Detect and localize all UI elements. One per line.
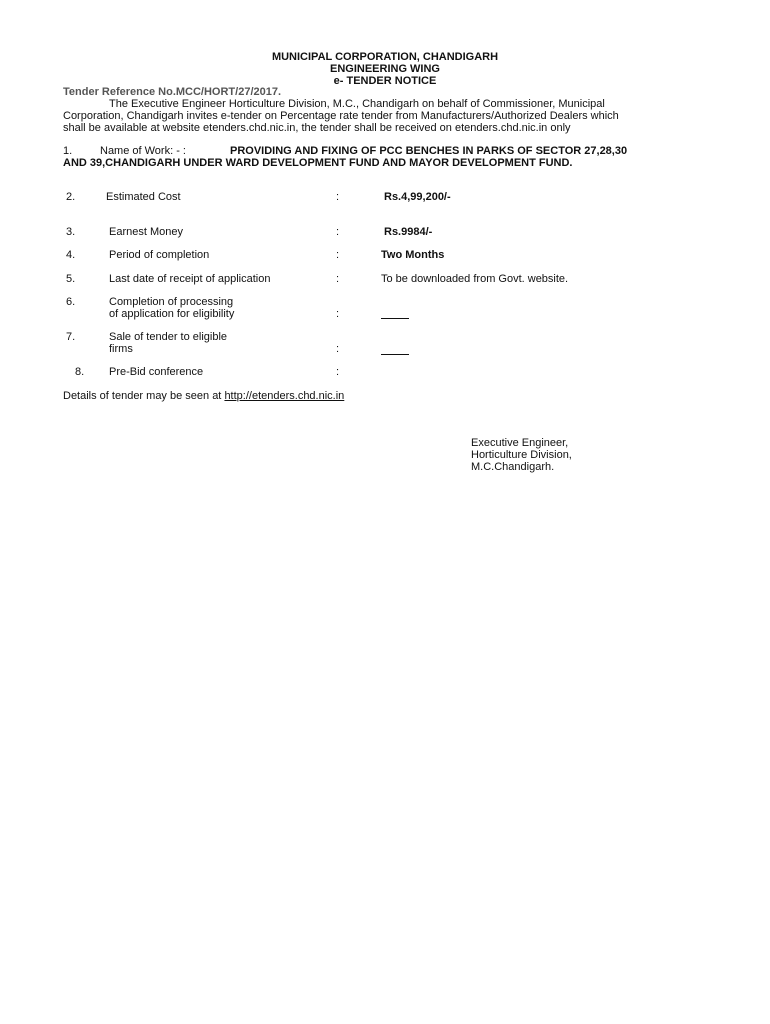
item-label-line: Sale of tender to eligible <box>109 331 228 343</box>
signature-block <box>471 437 572 473</box>
item-label: Pre-Bid conference <box>109 366 204 378</box>
item-number: 6. <box>66 296 76 308</box>
work-title: PROVIDING AND FIXING OF PCC BENCHES IN PARKS OF SECTOR 27,28,30 <box>230 145 628 157</box>
notice-title: e- TENDER NOTICE <box>333 75 437 87</box>
etenders-link[interactable]: http://etenders.chd.nic.in <box>224 390 345 402</box>
item-colon: : <box>336 273 340 285</box>
item-value: To be downloaded from Govt. website. <box>381 273 569 285</box>
signatory-location: M.C.Chandigarh. <box>471 461 555 473</box>
signatory-division: Horticulture Division, <box>471 449 572 461</box>
intro-line: The Executive Engineer Horticulture Division, M.C., Chandigarh on behalf of Commissioner, Municipal <box>109 98 605 110</box>
item-number: 2. <box>66 191 76 203</box>
item-number: 7. <box>66 331 76 343</box>
item-label-line: Completion of processing <box>109 296 234 308</box>
details-text: Details of tender may be seen at <box>63 390 225 402</box>
notice-header <box>0 51 770 87</box>
item-value: Rs.4,99,200/- <box>384 191 451 203</box>
work-label: Name of Work: - : <box>100 145 186 157</box>
item-number: 3. <box>66 226 76 238</box>
name-of-work <box>63 145 713 169</box>
item-colon: : <box>336 226 340 238</box>
item-number: 5. <box>66 273 76 285</box>
item-label: Period of completion <box>109 249 210 261</box>
item-colon: : <box>336 191 340 203</box>
organization-title: MUNICIPAL CORPORATION, CHANDIGARH <box>271 51 499 63</box>
item-label: Last date of receipt of application <box>109 273 271 285</box>
intro-line: Corporation, Chandigarh invites e-tender on Percentage rate tender from Manufacturers/Authorized Dealers which <box>63 110 619 122</box>
item-number: 8. <box>75 366 85 378</box>
item-value: Two Months <box>381 249 445 261</box>
item-value: Rs.9984/- <box>384 226 433 238</box>
tender-details-line <box>63 390 344 402</box>
work-title-continued: AND 39,CHANDIGARH UNDER WARD DEVELOPMENT FUND AND MAYOR DEVELOPMENT FUND. <box>63 157 573 169</box>
item-label <box>109 331 227 355</box>
item-number: 4. <box>66 249 76 261</box>
item-colon: : <box>336 366 340 378</box>
wing-title: ENGINEERING WING <box>329 63 440 75</box>
item-colon: : <box>336 343 340 355</box>
blank-line <box>381 354 409 355</box>
intro-line: shall be available at website etenders.chd.nic.in, the tender shall be received on etenders.chd.nic.in only <box>63 122 571 134</box>
item-label: Earnest Money <box>109 226 183 238</box>
signatory-title: Executive Engineer, <box>471 437 569 449</box>
intro-paragraph <box>63 98 713 134</box>
item-label: Estimated Cost <box>106 191 181 203</box>
item-colon: : <box>336 308 340 320</box>
work-number: 1. <box>63 145 73 157</box>
item-colon: : <box>336 249 340 261</box>
tender-reference: Tender Reference No.MCC/HORT/27/2017. <box>63 86 282 98</box>
item-label-line: of application for eligibility <box>109 308 235 320</box>
item-label-line: firms <box>109 343 133 355</box>
item-label <box>109 296 234 320</box>
blank-line <box>381 318 409 319</box>
